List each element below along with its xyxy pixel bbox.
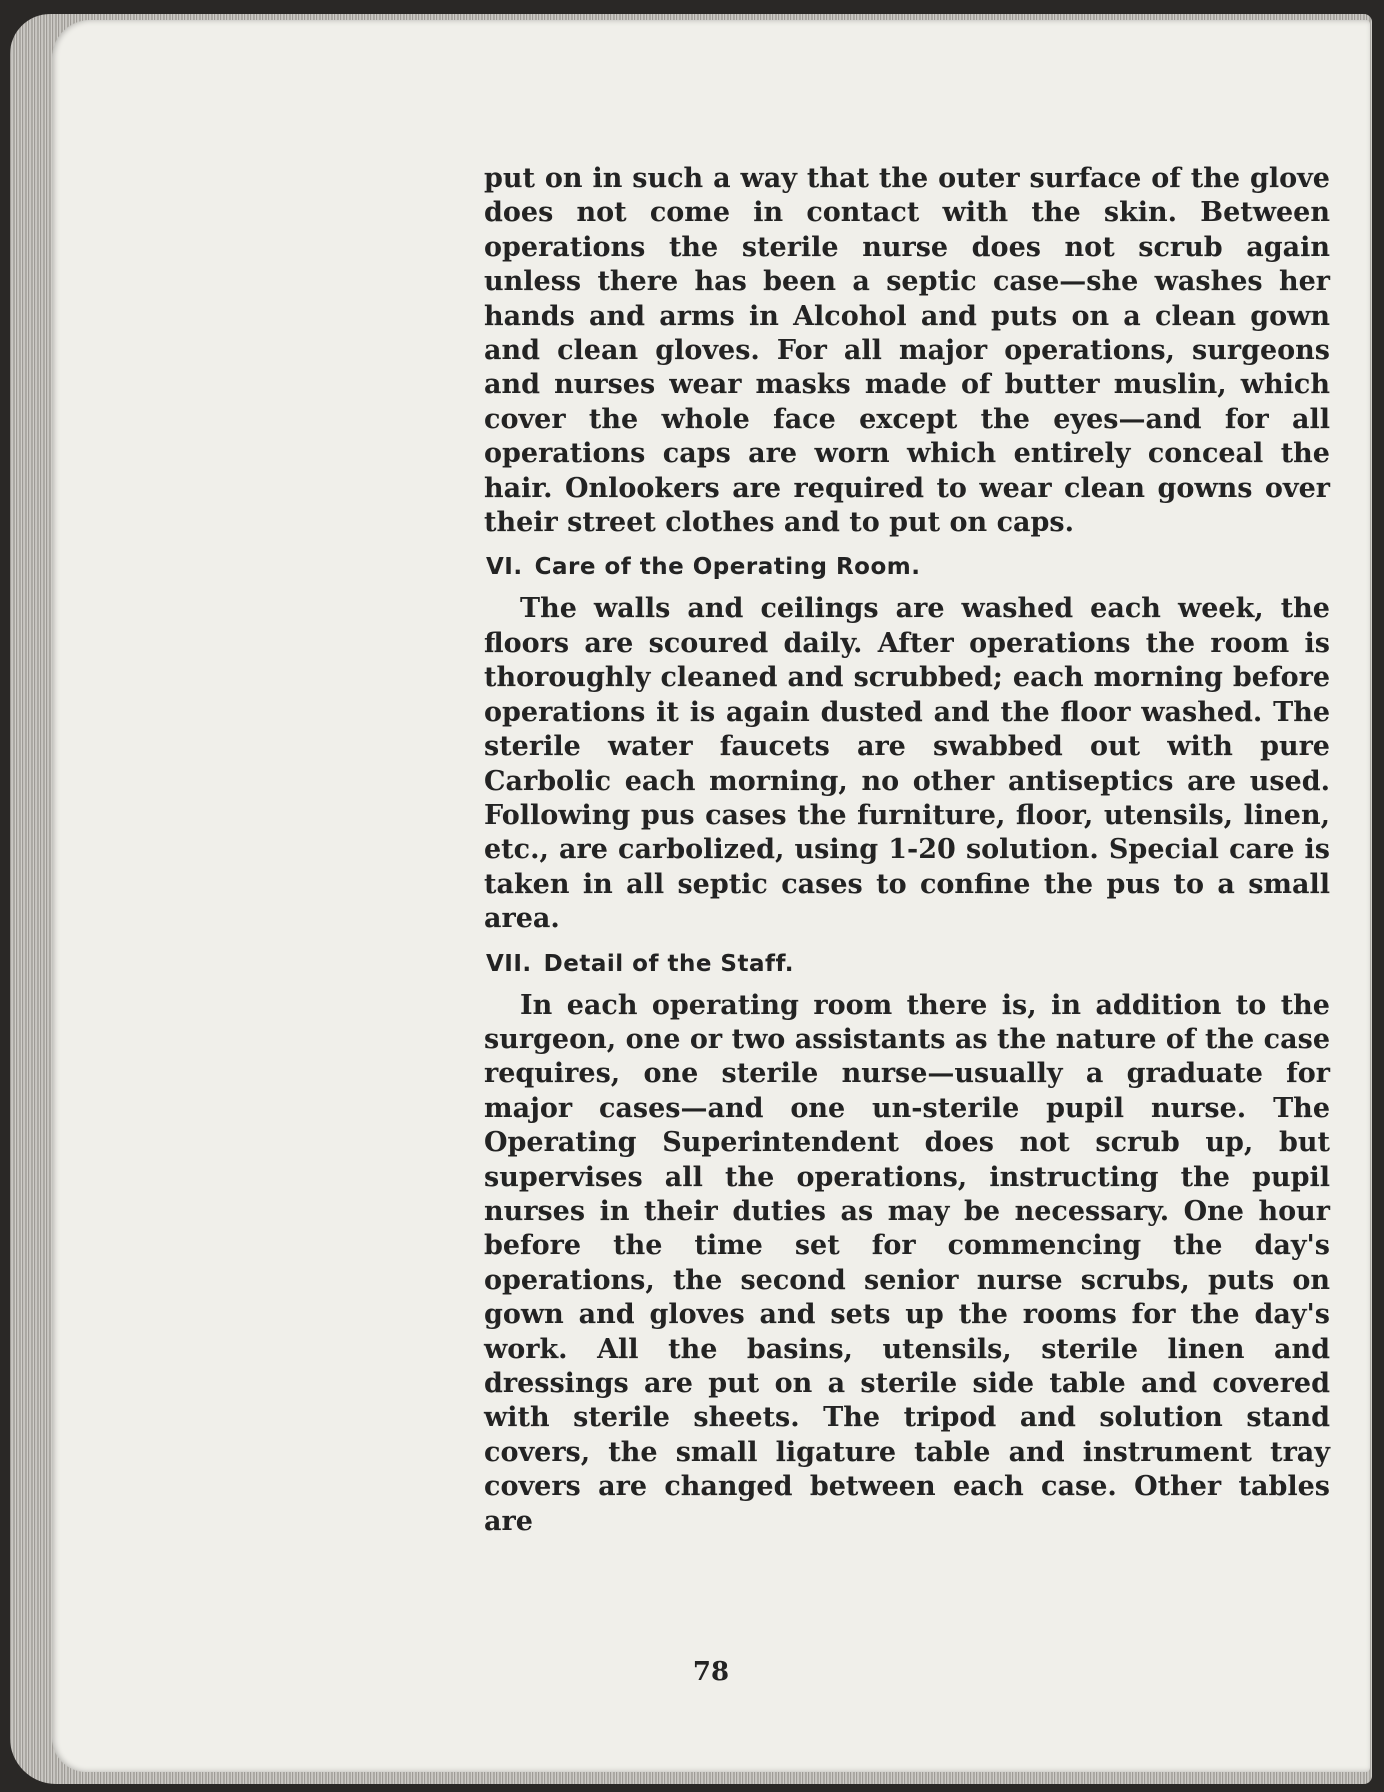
paragraph-staff: In each operating room there is, in addition to the surgeon, one or two assistants as the nature of the case requires, one sterile nurse—usually a graduate for major cases—and one un-sterile pupil nurse. The Operating Superintendent does not scrub up, but supervises all the operations, instructing the pupil nurses in their duties as may be necessary. One hour before the time set for commencing the day's operations, the second senior nurse scrubs, puts on gown and gloves and sets up the rooms for the day's work. All the basins, utensils, sterile linen and dressings are put on a sterile side table and covered with sterile sheets. The tripod and solution stand covers, the small ligature table and instrument tray covers are changed between each case. Other tables are xyxy=(484,989,1330,1537)
section-number: VI. xyxy=(486,554,523,581)
book-page xyxy=(52,20,1370,1772)
page-text xyxy=(484,162,1330,1539)
paragraph-continued: put on in such a way that the outer surface of the glove does not come in contact with the skin. Between operations the sterile nurse does not scrub again unless there has been a septic case—she washes her hands and arms in Alcohol and puts on a clean gown and clean gloves. For all major operations, surgeons and nurses wear masks made of butter muslin, which cover the whole face except the eyes—and for all operations caps are worn which entirely conceal the hair. Onlookers are required to wear clean gowns over their street clothes and to put on caps. xyxy=(484,163,1330,539)
section-title: Detail of the Staff. xyxy=(543,950,794,977)
section-title: Care of the Operating Room. xyxy=(534,554,921,581)
section-number: VII. xyxy=(486,950,532,977)
section-heading-vii xyxy=(486,949,1330,979)
section-heading-vi xyxy=(486,552,1330,582)
page-number: 78 xyxy=(692,1657,730,1687)
paragraph-operating-room: The walls and ceilings are washed each week, the floors are scoured daily. After operations the room is thoroughly cleaned and scrubbed; each morning before operations it is again dusted and the floor washed. The sterile water faucets are swabbed out with pure Carbolic each morning, no other antiseptics are used. Following pus cases the furniture, floor, utensils, linen, etc., are carbolized, using 1-20 solution. Special care is taken in all septic cases to confine the pus to a small area. xyxy=(484,593,1330,935)
